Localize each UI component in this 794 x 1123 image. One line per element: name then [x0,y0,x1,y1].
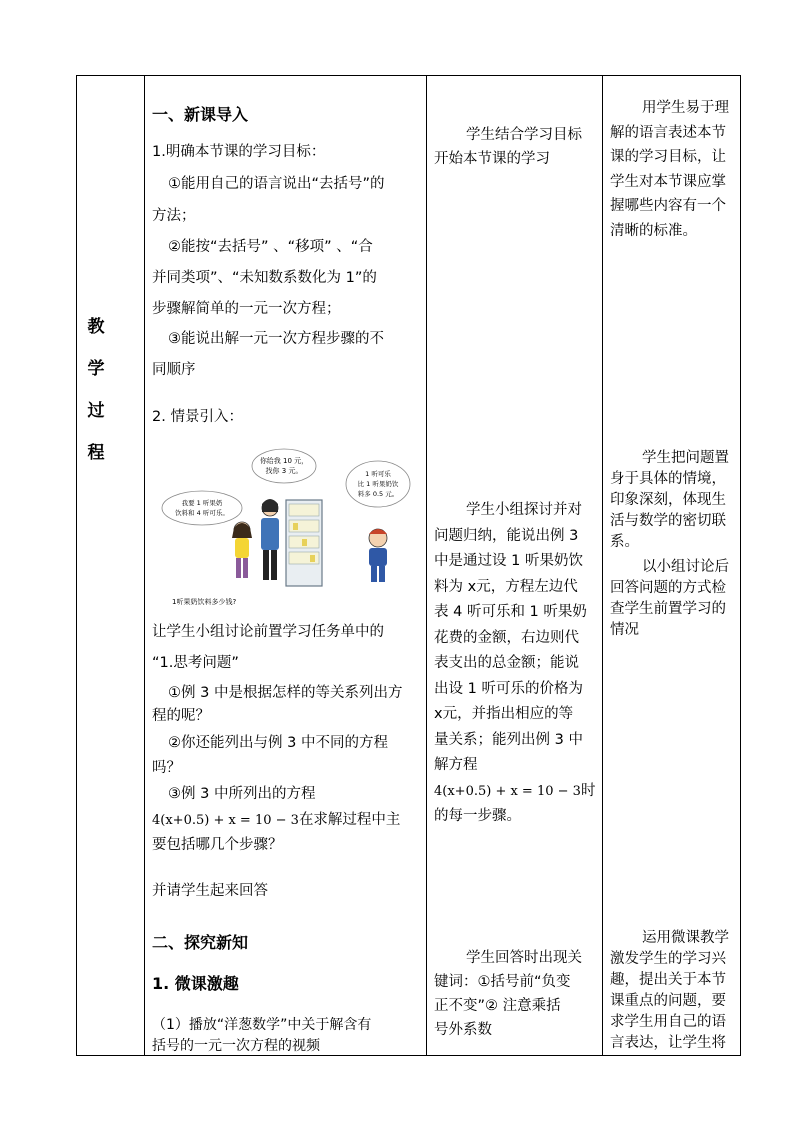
bubble-boy-line: 比 1 听果奶饮 [357,480,399,488]
activity-line: 问题归纳，能说出例 3 [434,527,579,544]
goal-line: ①能用自己的语言说出“去括号”的 [168,176,385,192]
bubble-girl-line: 饮料和 4 听可乐。 [175,509,229,517]
bubble-boy-line: 料多 0.5 元。 [357,490,399,498]
student-activity-1 [434,123,582,171]
intent-line: 课的学习目标，让 [610,149,726,165]
table-border-top [76,75,741,76]
intent-line: 求学生用自己的语 [610,1014,726,1030]
intent-line: 以小组讨论后 [642,559,729,575]
goal-line: ②能按“去括号” 、“移项” 、“合 [168,239,373,255]
bubble-mother-line: 你给我 10 元， [259,457,309,465]
side-char: 程 [87,443,105,463]
side-char: 教 [87,317,105,337]
question-line: 吗？ [152,760,181,776]
intent-line: 查学生前置学习的 [610,601,726,617]
student-activity-2 [434,498,595,830]
bubble-boy-line: 1 听可乐 [365,470,391,478]
design-intent-1 [610,96,729,243]
intent-line: 用学生易于理 [642,100,729,116]
intent-line: 激发学生的学习兴 [610,951,726,967]
intent-line: 解的语言表述本节 [610,124,726,141]
intent-line: 趣，提出关于本节 [610,972,726,988]
side-char: 过 [87,401,105,421]
intent-line: 身于具体的情境， [610,471,726,487]
intent-line: 清晰的标准。 [610,222,697,239]
intent-line: 运用微课教学 [642,930,729,946]
table-border-col1 [144,75,145,1055]
activity-equation-line [434,779,595,805]
intent-line: 情况 [610,622,639,638]
intent-line: 言表达，让学生将 [610,1035,726,1051]
activity-line: x元，并指出相应的等 [434,706,574,722]
bubble-mother-line: 找你 3 元。 [265,467,303,475]
intent-line: 回答问题的方式检 [610,580,726,596]
question-line: 要包括哪几个步骤？ [152,837,283,853]
item-heading: 1.明确本节课的学习目标： [152,144,326,160]
question-line: ③例 3 中所列出的方程 [168,786,316,802]
student-activity-3 [434,946,582,1042]
activity-line: 料为 x元，方程左边代 [434,578,578,595]
body-line: （1）播放“洋葱数学”中关于解含有 [152,1017,372,1033]
goal-line: 并同类项”、“未知数系数化为 1”的 [152,270,377,286]
intent-line: 系。 [610,534,639,550]
activity-line: 号外系数 [434,1022,492,1038]
activity-line: 开始本节课的学习 [434,151,550,167]
question-line: ②你还能列出与例 3 中不同的方程 [168,735,388,751]
equation: 4(x+0.5) + x = 10 − 3 [434,783,581,799]
activity-line: 花费的金额，右边则代 [434,629,579,646]
table-border-col2 [426,75,427,1055]
table-border-col3 [602,75,603,1055]
body-line: 让学生小组讨论前置学习任务单中的 [152,624,384,640]
goal-line: 方法； [152,208,196,224]
activity-line: 表 4 听可乐和 1 听果奶 [434,604,587,620]
design-intent-3 [610,928,729,1054]
equation-line [152,807,400,834]
question-line: ①例 3 中是根据怎样的等关系列出方 [168,685,403,701]
activity-line: 量关系；能列出例 3 中 [434,731,583,748]
activity-line: 出设 1 听可乐的价格为 [434,680,583,697]
intent-line: 印象深刻，体现生 [610,492,726,508]
design-intent-2 [610,448,729,641]
section-title: 一、新课导入 [152,105,249,124]
body-line: 并请学生起来回答 [152,883,268,899]
intent-line: 活与数学的密切联 [610,513,726,529]
scenario-illustration [160,438,412,608]
intent-line: 学生对本节课应掌 [610,173,726,190]
goal-line: 步骤解简单的一元一次方程； [152,301,341,317]
item-heading: 2. 情景引入： [152,409,243,425]
intent-line: 学生把问题置 [642,450,729,466]
illustration-caption: 1听果奶饮料多少钱? [172,598,237,606]
goal-line: 同顺序 [152,362,196,378]
activity-line: 表支出的总金额；能说 [434,655,579,671]
question-line: 程的呢？ [152,708,210,724]
activity-line: 学生结合学习目标 [466,127,582,143]
goal-line: ③能说出解一元一次方程步骤的不 [168,331,384,347]
question-text: 在求解过程中主 [298,812,401,828]
activity-line: 键词：①括号前“负变 [434,974,571,990]
side-char: 学 [87,359,105,379]
body-line: “1.思考问题” [152,655,239,671]
activity-line: 中是通过设 1 听果奶饮 [434,553,583,569]
intent-line: 握哪些内容有一个 [610,198,726,214]
side-label [84,312,108,480]
bubble-girl-line: 我要 1 听果奶 [181,499,223,507]
subsection-title: 1. 微课激趣 [152,974,239,993]
equation: 4(x+0.5) + x = 10 − 3 [152,813,299,828]
activity-line: 学生回答时出现关 [466,950,582,966]
activity-line: 学生小组探讨并对 [466,502,582,518]
activity-line: 解方程 [434,757,478,773]
activity-line: 的每一步骤。 [434,808,521,824]
table-border-right [740,75,741,1055]
body-line: 括号的一元一次方程的视频 [152,1038,320,1054]
activity-line: 正不变”② 注意乘括 [434,998,561,1014]
activity-text: 时 [580,782,596,799]
intent-line: 课重点的问题，要 [610,993,726,1009]
table-border-left [76,75,77,1055]
section-title: 二、探究新知 [152,933,249,952]
